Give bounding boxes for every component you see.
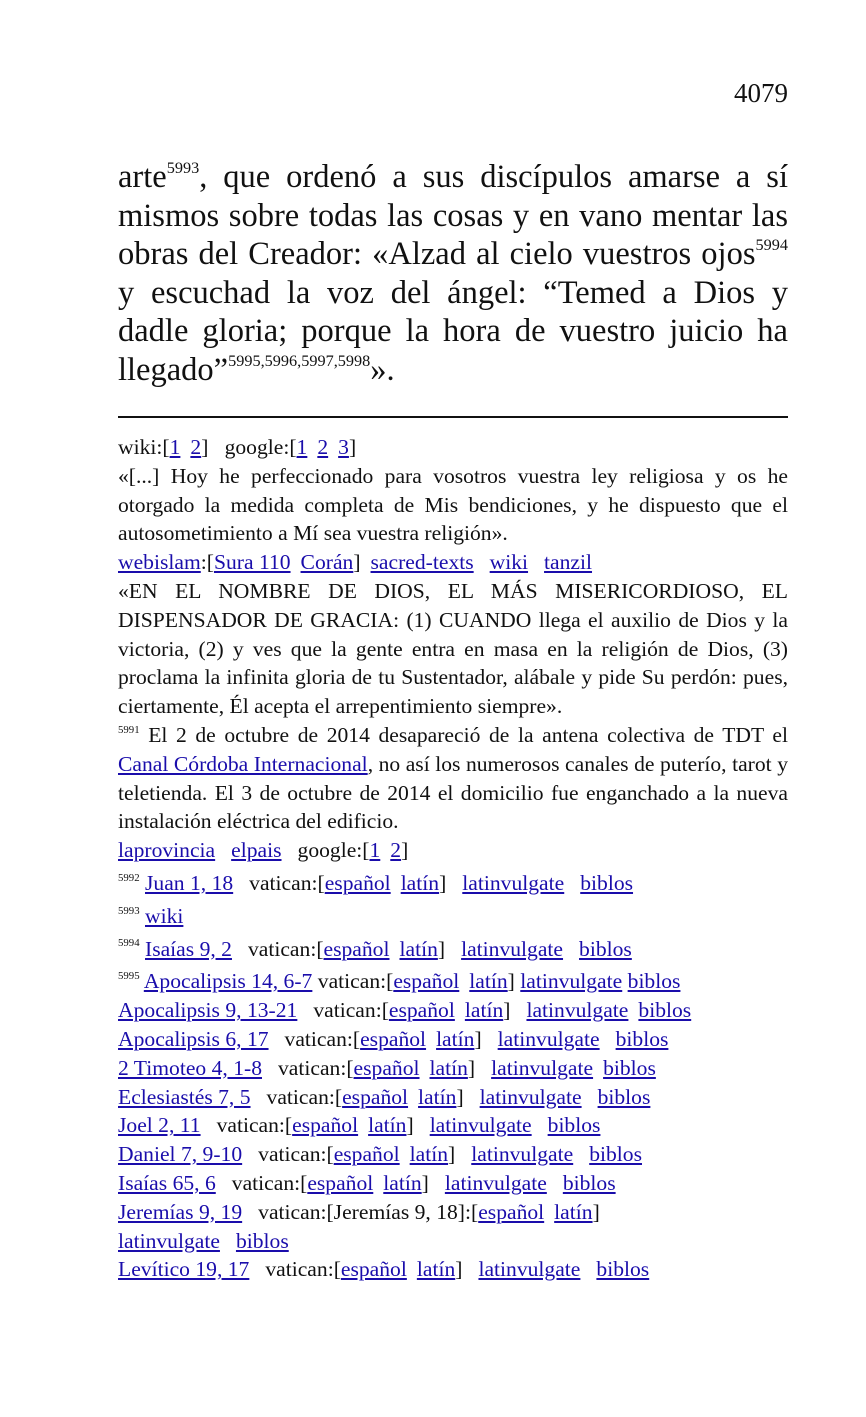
footnote-ref-5994: 5994 (755, 236, 788, 255)
footnote-5991-links: laprovincia elpais google:[1 2] (118, 838, 409, 863)
footnotes (118, 433, 788, 1284)
wiki-link-1[interactable]: 1 (169, 435, 181, 459)
google-link-2[interactable]: 2 (317, 435, 329, 459)
latinvulgate-link[interactable]: latinvulgate (471, 1142, 574, 1167)
biblos-link[interactable]: biblos (638, 998, 692, 1023)
latinvulgate-link[interactable]: latinvulgate (526, 998, 629, 1023)
latinvulgate-link[interactable]: latinvulgate (444, 1170, 547, 1195)
latinvulgate-link[interactable]: latinvulgate (520, 969, 623, 994)
sacred-texts-link[interactable]: sacred-texts (370, 550, 474, 575)
latin-link[interactable]: latín (469, 969, 508, 994)
biblos-link[interactable]: biblos (235, 1228, 289, 1253)
espanol-link[interactable]: español (323, 936, 390, 961)
quote-religion: «[...] Hoy he perfeccionado para vosotros vuestra ley religiosa y os he otorgado la medida completa de Mis bendiciones, y he dispuesto que el autosometimiento a Mí sea vuestra religión». (118, 463, 788, 546)
laprovincia-link[interactable]: laprovincia (118, 838, 216, 863)
latinvulgate-link[interactable]: latinvulgate (429, 1113, 532, 1138)
ref-row: Eclesiastés 7, 5 vatican:[español latín] latinvulgate biblos (118, 1084, 651, 1109)
espanol-link[interactable]: español (292, 1113, 359, 1138)
islam-links: webislam:[Sura 110 Corán] sacred-texts wiki tanzil (118, 550, 593, 575)
latin-link[interactable]: latín (554, 1199, 593, 1224)
latin-link[interactable]: latín (418, 1084, 457, 1109)
ref-list (118, 996, 788, 1284)
footnote-ref-5993: 5993 (166, 159, 200, 178)
latinvulgate-link[interactable]: latinvulgate (479, 1084, 582, 1109)
ref-link[interactable]: Isaías 65, 6 (118, 1170, 216, 1195)
biblos-link[interactable]: biblos (603, 1055, 656, 1080)
biblos-link[interactable]: biblos (596, 1257, 650, 1282)
ref-row-continued (118, 1227, 788, 1256)
latinvulgate-link[interactable]: latinvulgate (118, 1228, 220, 1253)
latinvulgate-link[interactable]: latinvulgate (491, 1055, 594, 1080)
latin-link[interactable]: latín (368, 1113, 407, 1138)
latin-link[interactable]: latín (400, 870, 440, 895)
wiki-link-2[interactable]: 2 (190, 435, 202, 459)
ref-link[interactable]: Isaías 9, 2 (145, 936, 232, 961)
wiki-link[interactable]: wiki (145, 903, 184, 928)
ref-link[interactable]: Joel 2, 11 (118, 1113, 201, 1138)
ref-row: Daniel 7, 9-10 vatican:[español latín] latinvulgate biblos (118, 1142, 642, 1167)
latin-link[interactable]: latín (416, 1257, 456, 1282)
espanol-link[interactable]: español (324, 870, 391, 895)
espanol-link[interactable]: español (360, 1026, 427, 1051)
tanzil-link[interactable]: tanzil (544, 550, 593, 575)
ref-row: 2 Timoteo 4, 1-8 vatican:[español latín] latinvulgate biblos (118, 1055, 656, 1080)
latinvulgate-link[interactable]: latinvulgate (462, 870, 565, 895)
espanol-link[interactable]: español (353, 1055, 420, 1080)
footnote-divider (118, 416, 788, 418)
espanol-link[interactable]: español (333, 1142, 400, 1167)
ref-row: Joel 2, 11 vatican:[español latín] latinvulgate biblos (118, 1113, 601, 1138)
espanol-link[interactable]: español (342, 1084, 409, 1109)
latinvulgate-link[interactable]: latinvulgate (478, 1257, 581, 1282)
ref-row: Apocalipsis 9, 13-21 vatican:[español latín] latinvulgate biblos (118, 998, 692, 1023)
latin-link[interactable]: latín (464, 998, 504, 1023)
main-paragraph: arte$^{5993}$, que ordenó a sus discípulos amarse a sí mismos sobre todas las cosas y en vano mentar las obras del Creador: «Alzad al cielo vuestros ojos$^{5994}$ y escuchad la voz del ángel: “Temed a Dios y dadle gloria; porque la hora de vuestro juicio ha llegado”$^{5995,5996,5997,5998}$». (118, 159, 788, 388)
ref-link[interactable]: Levítico 19, 17 (118, 1257, 250, 1282)
ref-row: Levítico 19, 17 vatican:[español latín] latinvulgate biblos (118, 1257, 650, 1282)
google-link-3[interactable]: 3 (338, 435, 349, 459)
wiki-link[interactable]: wiki (489, 550, 529, 575)
ref-link[interactable]: Apocalipsis 6, 17 (118, 1026, 269, 1051)
biblos-link[interactable]: biblos (597, 1084, 651, 1109)
sura-link[interactable]: Sura 110 (213, 550, 291, 575)
espanol-link[interactable]: español (307, 1170, 374, 1195)
google-link-1[interactable]: 1 (369, 838, 381, 863)
latinvulgate-link[interactable]: latinvulgate (461, 936, 564, 961)
ref-link[interactable]: 2 Timoteo 4, 1-8 (118, 1055, 262, 1080)
ref-link[interactable]: Apocalipsis 14, 6-7 (143, 969, 313, 994)
ref-row: Isaías 65, 6 vatican:[español latín] latinvulgate biblos (118, 1170, 616, 1195)
page-number: 4079 (734, 78, 788, 108)
ref-row: Apocalipsis 6, 17 vatican:[español latín] latinvulgate biblos (118, 1026, 669, 1051)
latin-link[interactable]: latín (399, 936, 438, 961)
espanol-link[interactable]: español (393, 969, 460, 994)
latin-link[interactable]: latín (383, 1170, 422, 1195)
footnote-ref-5995-5998: 5995,5996,5997,5998 (228, 351, 371, 370)
ref-link[interactable]: Eclesiastés 7, 5 (118, 1084, 251, 1109)
biblos-link[interactable]: biblos (547, 1113, 601, 1138)
espanol-link[interactable]: español (388, 998, 455, 1023)
google-link-2[interactable]: 2 (390, 838, 402, 863)
quote-sura: «EN EL NOMBRE DE DIOS, EL MÁS MISERICORDIOSO, EL DISPENSADOR DE GRACIA: (1) CUANDO llega el auxilio de Dios y la victoria, (2) y ves que la gente entra en masa en la religión de Dios, (3) proclama la infinita gloria de tu Sustentador, alábale y pide Su perdón: pues, ciertamente, Él acepta el arrepentimiento siempre». (118, 578, 788, 719)
elpais-link[interactable]: elpais (231, 838, 282, 863)
ref-link[interactable]: Jeremías 9, 19 (118, 1199, 243, 1224)
latin-link[interactable]: latín (409, 1142, 449, 1167)
canal-cordoba-link[interactable]: Canal Córdoba Internacional (118, 751, 368, 776)
espanol-link[interactable]: español (340, 1257, 407, 1282)
biblos-link[interactable]: biblos (589, 1142, 642, 1167)
coran-link[interactable]: Corán (300, 550, 354, 575)
biblos-link[interactable]: biblos (562, 1170, 616, 1195)
latin-link[interactable]: latín (429, 1055, 468, 1080)
ref-link[interactable]: Apocalipsis 9, 13-21 (118, 998, 298, 1023)
footnote-5995: $^{5995}$ Apocalipsis 14, 6-7 vatican:[español latín] latinvulgate biblos (118, 969, 681, 994)
biblos-link[interactable]: biblos (627, 969, 681, 994)
footnote-5994: $^{5994}$ Isaías 9, 2 vatican:[español latín] latinvulgate biblos (118, 936, 632, 961)
ref-link[interactable]: Juan 1, 18 (145, 870, 234, 895)
ref-row: Jeremías 9, 19 vatican:[Jeremías 9, 18]:[español latín] (118, 1199, 600, 1224)
webislam-link[interactable]: webislam (118, 550, 201, 575)
footnote-5991: $^{5991}$ El 2 de octubre de 2014 desapareció de la antena colectiva de TDT el Canal Córdoba Internacional, no así los numerosos canales de puterío, tarot y teletienda. El 3 de octubre de 2014 el domicilio fue enganchado a la nueva instalación eléctrica del edificio. (118, 722, 788, 834)
ref-link[interactable]: Daniel 7, 9-10 (118, 1142, 243, 1167)
google-link-1[interactable]: 1 (296, 435, 308, 459)
latinvulgate-link[interactable]: latinvulgate (497, 1026, 600, 1051)
biblos-link[interactable]: biblos (579, 936, 632, 961)
espanol-link[interactable]: español (478, 1199, 545, 1224)
latin-link[interactable]: latín (436, 1026, 475, 1051)
biblos-link[interactable]: biblos (580, 870, 634, 895)
footnote-5993: $^{5993}$ wiki (118, 903, 184, 928)
footnote-wiki-google: wiki:[1 2] google:[1 2 3] (118, 435, 357, 459)
footnote-5992: $^{5992}$ Juan 1, 18 vatican:[español latín] latinvulgate biblos (118, 870, 634, 895)
biblos-link[interactable]: biblos (615, 1026, 669, 1051)
